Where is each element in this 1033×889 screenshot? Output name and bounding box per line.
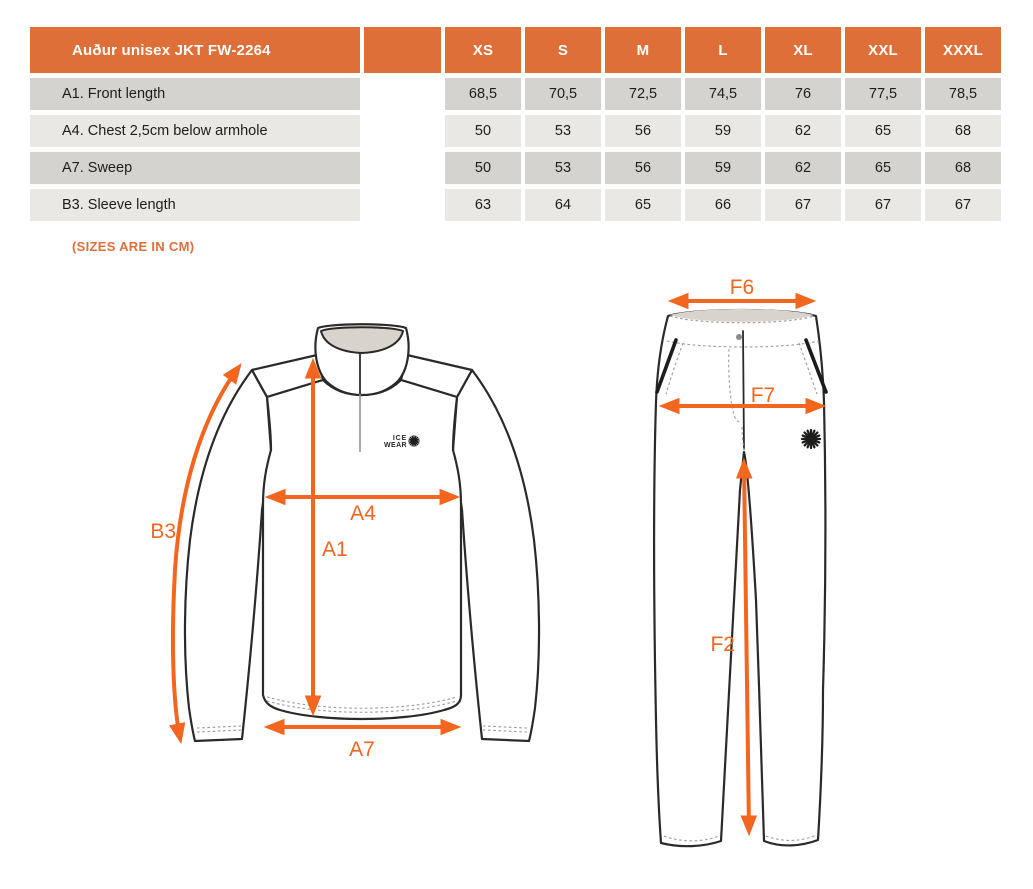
value-cell: 65 <box>845 115 921 147</box>
value-cell: 50 <box>445 152 521 184</box>
value-cell: 77,5 <box>845 78 921 110</box>
jacket-logo-snowflake-icon <box>409 436 419 446</box>
value-cell: 72,5 <box>605 78 681 110</box>
jacket-right-sleeve <box>453 370 539 741</box>
size-column-header: XXL <box>845 27 921 73</box>
value-cell: 63 <box>445 189 521 221</box>
value-cell: 59 <box>685 152 761 184</box>
fly-seam <box>743 331 744 449</box>
value-cell: 56 <box>605 152 681 184</box>
size-column-header: XS <box>445 27 521 73</box>
value-cell: 65 <box>845 152 921 184</box>
jacket-left-sleeve <box>185 370 271 741</box>
value-cell: 62 <box>765 115 841 147</box>
value-cell: 70,5 <box>525 78 601 110</box>
value-cell: 50 <box>445 115 521 147</box>
row-label: A4. Chest 2,5cm below armhole <box>30 115 360 147</box>
measure-label-a7: A7 <box>349 738 375 761</box>
size-column-header: L <box>685 27 761 73</box>
value-cell: 68 <box>925 115 1001 147</box>
units-note: (SIZES ARE IN CM) <box>72 239 195 254</box>
pants-diagram <box>654 276 826 846</box>
measure-label-b3: B3 <box>150 520 176 543</box>
size-column-header: M <box>605 27 681 73</box>
value-cell: 59 <box>685 115 761 147</box>
size-column-header: S <box>525 27 601 73</box>
value-cell: 67 <box>925 189 1001 221</box>
value-cell: 56 <box>605 115 681 147</box>
row-label: A1. Front length <box>30 78 360 110</box>
value-cell: 78,5 <box>925 78 1001 110</box>
value-cell: 62 <box>765 152 841 184</box>
size-column-header: XL <box>765 27 841 73</box>
waist-button <box>736 334 742 340</box>
arrow-f2 <box>744 464 749 830</box>
table-title: Auður unisex JKT FW-2264 <box>30 27 360 73</box>
jacket-logo-top: ICE <box>392 435 407 442</box>
value-cell: 68,5 <box>445 78 521 110</box>
value-cell: 53 <box>525 152 601 184</box>
jacket-logo-bottom: WEAR <box>384 442 407 449</box>
value-cell: 67 <box>845 189 921 221</box>
value-cell: 53 <box>525 115 601 147</box>
value-cell: 64 <box>525 189 601 221</box>
value-cell: 65 <box>605 189 681 221</box>
row-label: B3. Sleeve length <box>30 189 360 221</box>
pants-body <box>654 310 825 846</box>
value-cell: 74,5 <box>685 78 761 110</box>
measure-label-f7: F7 <box>750 384 776 407</box>
value-cell: 76 <box>765 78 841 110</box>
row-label: A7. Sweep <box>30 152 360 184</box>
measure-label-a1: A1 <box>322 538 348 561</box>
pants-snowflake-icon <box>802 430 820 448</box>
value-cell: 68 <box>925 152 1001 184</box>
measure-label-f6: F6 <box>729 276 755 299</box>
measure-label-a4: A4 <box>350 502 376 525</box>
jacket-body <box>263 380 461 719</box>
measure-label-f2: F2 <box>710 633 735 656</box>
value-cell: 67 <box>765 189 841 221</box>
size-column-header: XXXL <box>925 27 1001 73</box>
value-cell: 66 <box>685 189 761 221</box>
jacket-diagram <box>150 324 539 761</box>
